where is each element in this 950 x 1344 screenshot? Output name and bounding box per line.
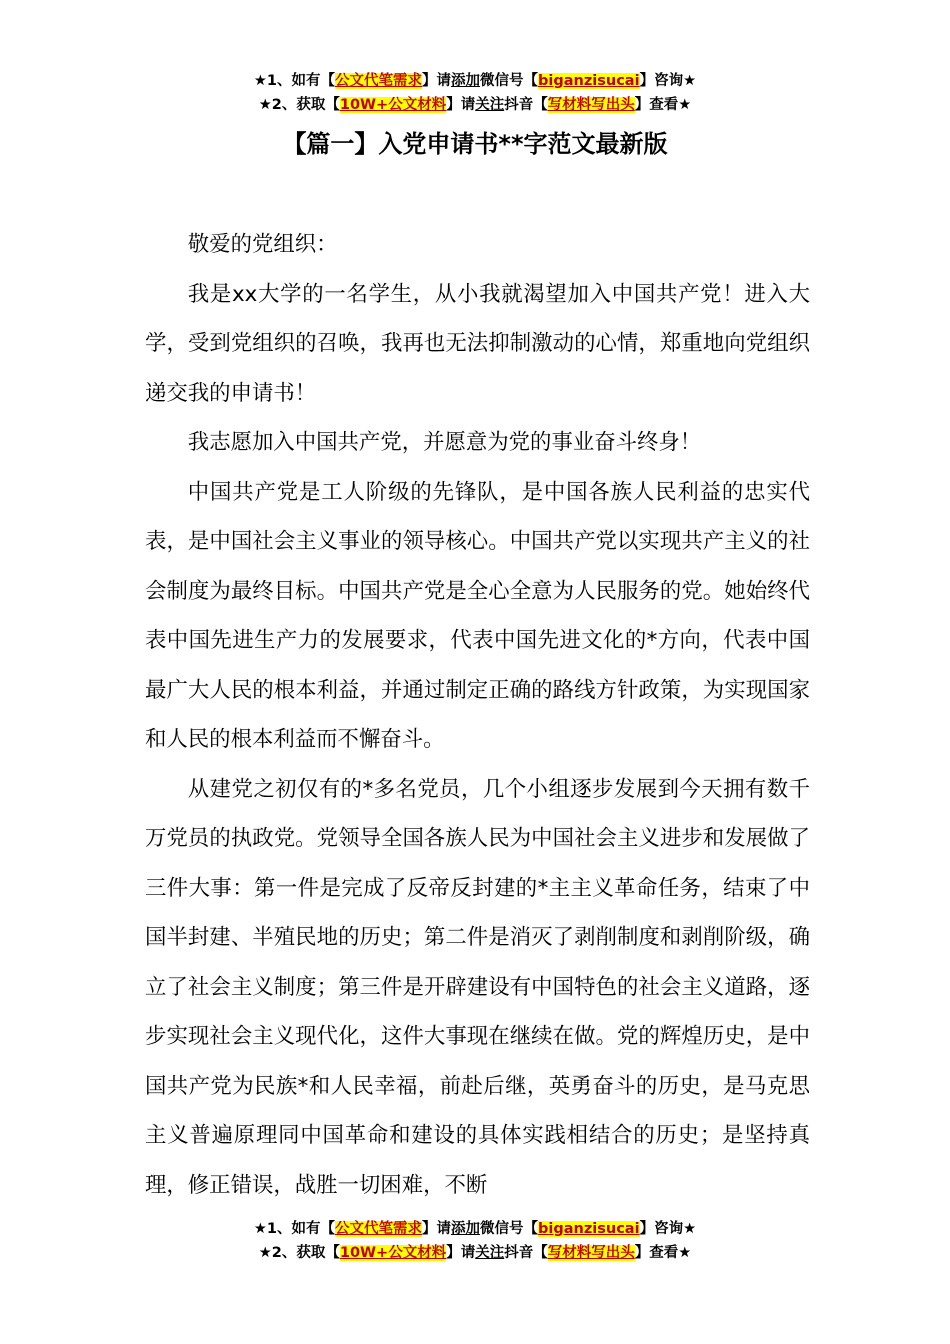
document-body <box>145 220 810 1210</box>
highlight-materials: 10W+公文材料 <box>339 1245 447 1261</box>
banner-text: ★2、获取【 <box>258 97 340 113</box>
footer-banner <box>0 1217 950 1265</box>
banner-text: 抖音【 <box>504 97 548 113</box>
paragraph: 中国共产党是工人阶级的先锋队，是中国各族人民利益的忠实代表，是中国社会主义事业的领导核心。中国共产党以实现共产主义的社会制度为最终目标。中国共产党是全心全意为人民服务的党。她始终代表中国先进生产力的发展要求，代表中国先进文化的*方向，代表中国最广大人民的根本利益，并通过制定正确的路线方针政策，为实现国家和人民的根本利益而不懈奋斗。 <box>145 479 810 752</box>
highlight-service: 公文代笔需求 <box>335 1221 423 1237</box>
banner-text: 】咨询★ <box>639 1221 697 1237</box>
banner-text: 】请 <box>422 73 452 89</box>
banner-text: 】咨询★ <box>639 73 697 89</box>
document-title: 【篇一】入党申请书**字范文最新版 <box>282 130 668 158</box>
salutation: 敬爱的党组织： <box>187 232 338 257</box>
banner-line-2 <box>0 93 950 117</box>
highlight-wechat-id: biganzisucai <box>538 73 640 89</box>
underlined-text: 添加 <box>451 73 481 89</box>
banner-text: 】查看★ <box>634 97 692 113</box>
banner-text: 微信号【 <box>480 1221 539 1237</box>
underlined-text: 关注 <box>475 1245 505 1261</box>
banner-text: 】请 <box>446 97 476 113</box>
banner-line-1 <box>0 1217 950 1241</box>
paragraph: 我是xx大学的一名学生，从小我就渴望加入中国共产党！进入大学，受到党组织的召唤，我再也无法抑制激动的心情，郑重地向党组织递交我的申请书！ <box>145 281 810 406</box>
paragraph: 从建党之初仅有的*多名党员，几个小组逐步发展到今天拥有数千万党员的执政党。党领导全国各族人民为中国社会主义进步和发展做了三件大事：第一件是完成了反帝反封建的*主主义革命任务，结束了中国半封建、半殖民地的历史；第二件是消灭了剥削制度和剥削阶级，确立了社会主义制度；第三件是开辟建设有中国特色的社会主义道路，逐步实现社会主义现代化，这件大事现在继续在做。党的辉煌历史，是中国共产党为民族*和人民幸福，前赴后继，英勇奋斗的历史，是马克思主义普遍原理同中国革命和建设的具体实践相结合的历史；是坚持真理，修正错误，战胜一切困难，不断 <box>145 776 810 1198</box>
banner-text: ★1、如有【 <box>253 73 336 89</box>
banner-text: ★2、获取【 <box>258 1245 340 1261</box>
underlined-text: 关注 <box>475 97 505 113</box>
banner-text: 】查看★ <box>634 1245 692 1261</box>
header-banner <box>0 69 950 117</box>
banner-text: 抖音【 <box>504 1245 548 1261</box>
highlight-materials: 10W+公文材料 <box>339 97 447 113</box>
highlight-douyin: 写材料写出头 <box>547 97 635 113</box>
banner-line-1 <box>0 69 950 93</box>
banner-text: 】请 <box>446 1245 476 1261</box>
banner-line-2 <box>0 1241 950 1265</box>
banner-text: 】请 <box>422 1221 452 1237</box>
banner-text: 微信号【 <box>480 73 539 89</box>
highlight-douyin: 写材料写出头 <box>547 1245 635 1261</box>
banner-text: ★1、如有【 <box>253 1221 336 1237</box>
paragraph: 我志愿加入中国共产党，并愿意为党的事业奋斗终身！ <box>187 430 702 455</box>
underlined-text: 添加 <box>451 1221 481 1237</box>
highlight-wechat-id: biganzisucai <box>538 1221 640 1237</box>
highlight-service: 公文代笔需求 <box>335 73 423 89</box>
